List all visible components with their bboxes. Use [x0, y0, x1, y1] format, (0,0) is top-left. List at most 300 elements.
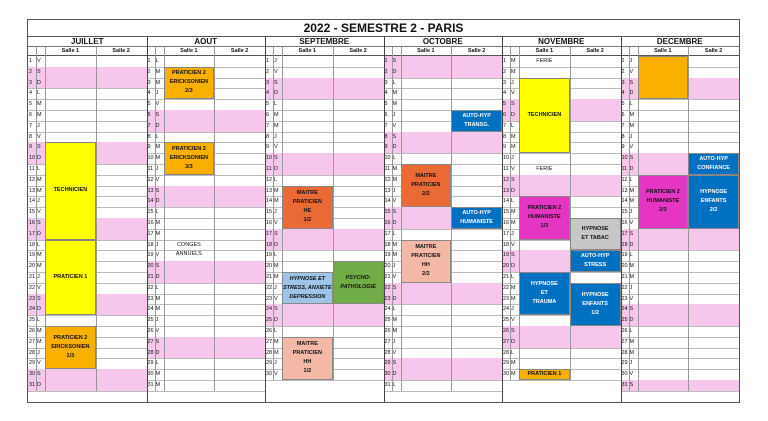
session-label: PRATICIEN 2 [645, 189, 680, 196]
day-letter: V [392, 349, 397, 356]
column-divider [96, 47, 97, 391]
session-block[interactable] [570, 218, 621, 250]
day-letter: M [511, 360, 516, 367]
day-letter: L [392, 155, 396, 162]
day-number: 15 [621, 209, 628, 216]
day-number: 9 [266, 144, 270, 151]
day-number: 6 [266, 112, 270, 118]
day-letter: D [511, 338, 515, 345]
day-letter: J [392, 187, 396, 194]
day-letter: J [511, 306, 514, 313]
day-number: 21 [384, 274, 391, 280]
session-label: MAITRE [415, 173, 437, 180]
day-letter: L [511, 198, 515, 205]
session-label: 1/2 [591, 309, 599, 316]
day-number: 22 [29, 284, 36, 291]
session-label: ET TABAC [581, 235, 609, 242]
session-label: HH [303, 359, 312, 366]
session-block[interactable] [451, 207, 502, 229]
day-number: 2 [384, 68, 388, 75]
day-letter: M [37, 112, 42, 118]
day-letter: D [37, 306, 41, 313]
day-letter: V [37, 209, 41, 216]
day-number: 16 [29, 220, 36, 226]
session-label: PRATICIEN 1 [527, 371, 562, 378]
session-label: ET [540, 290, 548, 297]
month-header-aout: AOUT [147, 37, 266, 47]
day-number: 5 [621, 101, 625, 108]
day-letter: V [37, 133, 41, 140]
day-number: 3 [621, 79, 625, 86]
day-letter: D [274, 166, 278, 172]
room-header: Salle 1 [638, 47, 689, 56]
day-number: 22 [503, 284, 510, 291]
day-number: 17 [621, 230, 628, 237]
day-number: 19 [29, 252, 36, 259]
day-number: 8 [147, 133, 151, 140]
day-letter: M [511, 220, 516, 226]
room-header: Salle 1 [401, 47, 452, 56]
day-number: 12 [29, 176, 36, 183]
day-number: 19 [147, 252, 154, 259]
session-block[interactable] [401, 240, 452, 283]
column-divider [155, 47, 156, 391]
day-letter: S [511, 101, 515, 108]
day-number: 16 [384, 220, 391, 226]
column-divider [36, 47, 37, 391]
day-letter: M [274, 349, 279, 356]
day-letter: S [511, 176, 515, 183]
day-letter: M [155, 68, 161, 75]
day-number: 10 [147, 155, 154, 162]
day-letter: D [155, 349, 160, 356]
day-number: 15 [29, 209, 36, 216]
day-number: 18 [147, 241, 154, 248]
day-letter: J [155, 317, 159, 324]
month-header-novembre: NOVEMBRE [502, 37, 621, 47]
day-letter: S [629, 382, 634, 388]
day-letter: L [392, 230, 396, 237]
day-number: 4 [503, 90, 507, 97]
day-number: 7 [503, 122, 507, 129]
day-letter: M [392, 317, 398, 324]
month-divider [147, 37, 148, 402]
day-letter: M [274, 198, 279, 205]
day-number: 14 [384, 198, 391, 205]
day-letter: D [392, 295, 397, 302]
day-number: 25 [384, 317, 391, 324]
session-block[interactable] [45, 326, 96, 369]
day-letter: M [392, 90, 398, 97]
session-block[interactable] [638, 56, 689, 99]
day-number: 5 [147, 101, 151, 108]
day-number: 18 [384, 241, 391, 248]
day-number: 14 [147, 198, 154, 205]
session-label: ENFANTS [582, 300, 608, 307]
day-number: 17 [266, 230, 273, 237]
session-block[interactable] [451, 110, 502, 132]
day-number: 3 [266, 79, 270, 86]
session-label: HYPNOSE ET [289, 275, 326, 282]
day-number: 16 [621, 220, 628, 226]
session-block[interactable] [688, 153, 739, 175]
day-number: 20 [384, 263, 391, 270]
session-block[interactable] [688, 175, 739, 229]
session-label: ENFANTS [700, 198, 727, 205]
session-label: HYPNOSE [700, 189, 728, 196]
day-number: 25 [266, 317, 273, 324]
day-number: 18 [621, 241, 628, 248]
day-number: 20 [29, 263, 36, 270]
day-letter: D [392, 144, 397, 151]
day-letter: M [629, 349, 635, 356]
day-letter: J [274, 284, 277, 291]
day-number: 27 [384, 338, 391, 345]
day-letter: D [392, 68, 397, 75]
day-letter: V [392, 122, 397, 129]
column-divider [510, 47, 511, 380]
column-divider [333, 47, 334, 380]
day-letter: V [629, 220, 634, 226]
session-block[interactable] [519, 369, 570, 380]
day-number: 23 [384, 295, 391, 302]
day-number: 28 [503, 349, 510, 356]
session-label: TECHNICIEN [53, 187, 88, 194]
session-label: 1/3 [540, 223, 549, 230]
day-letter: J [155, 166, 159, 172]
day-number: 26 [621, 328, 628, 334]
day-letter: M [37, 252, 42, 259]
day-letter: V [274, 371, 278, 378]
session-block[interactable] [570, 250, 621, 272]
day-number: 18 [503, 241, 510, 248]
session-block[interactable] [282, 337, 333, 380]
session-block[interactable] [570, 283, 621, 326]
day-number: 23 [503, 295, 510, 302]
day-number: 25 [29, 317, 36, 324]
day-number: 17 [503, 230, 510, 237]
day-number: 17 [147, 230, 154, 237]
room-header: Salle 1 [282, 47, 333, 56]
day-letter: D [155, 122, 160, 129]
day-number: 15 [266, 209, 273, 216]
day-number: 11 [147, 166, 154, 172]
day-letter: V [629, 68, 634, 75]
day-letter: V [511, 90, 515, 97]
day-number: 22 [147, 284, 154, 291]
day-letter: D [37, 155, 41, 162]
day-letter: M [392, 166, 398, 172]
day-letter: D [155, 198, 160, 205]
day-number: 11 [384, 166, 391, 172]
day-letter: M [511, 295, 516, 302]
day-letter: M [274, 338, 279, 345]
day-number: 30 [503, 371, 510, 378]
day-number: 19 [384, 252, 391, 259]
day-number: 5 [503, 101, 507, 108]
session-label: PRATICIEN 1 [53, 273, 88, 280]
session-block[interactable] [401, 164, 452, 207]
session-block[interactable] [519, 164, 570, 175]
day-letter: M [511, 68, 516, 75]
day-letter: M [274, 112, 279, 118]
day-number: 2 [621, 68, 625, 75]
day-letter: J [274, 133, 277, 140]
day-number: 30 [147, 371, 154, 378]
day-letter: M [155, 79, 161, 86]
session-label: HE [303, 208, 312, 215]
session-block[interactable] [333, 261, 384, 304]
day-letter: M [511, 144, 516, 151]
day-number: 30 [621, 371, 628, 378]
day-letter: M [511, 209, 516, 216]
day-number: 24 [266, 306, 273, 313]
day-number: 24 [147, 306, 154, 313]
day-letter: M [629, 187, 635, 194]
day-letter: S [37, 220, 41, 226]
day-letter: J [37, 122, 40, 129]
day-number: 29 [384, 360, 391, 367]
room-header: Salle 2 [333, 47, 384, 56]
day-number: 21 [503, 274, 510, 280]
day-letter: M [274, 263, 279, 270]
day-letter: D [511, 263, 515, 270]
day-number: 20 [266, 263, 273, 270]
day-number: 2 [29, 68, 33, 75]
day-number: 27 [621, 338, 628, 345]
session-label: PRATICIEN 2 [527, 205, 562, 212]
session-block[interactable] [45, 142, 96, 239]
session-label: PRATICIEN 2 [171, 70, 206, 77]
day-number: 27 [147, 338, 154, 345]
session-label: 1/2 [303, 368, 312, 375]
day-number: 2 [147, 68, 151, 75]
day-number: 30 [266, 371, 273, 378]
session-label: STRESS, ANXIETE [283, 284, 332, 291]
day-letter: M [629, 274, 635, 280]
session-block[interactable] [164, 240, 215, 262]
day-letter: M [511, 58, 516, 64]
day-letter: S [155, 263, 160, 270]
session-block[interactable] [519, 196, 570, 239]
day-number: 8 [621, 133, 625, 140]
day-letter: M [37, 176, 42, 183]
day-number: 6 [621, 112, 625, 118]
day-number: 9 [29, 144, 33, 151]
session-label: AUTO-HYP [462, 209, 491, 216]
session-label: MAITRE [296, 190, 318, 197]
day-letter: V [629, 295, 634, 302]
day-letter: M [511, 284, 516, 291]
day-letter: M [37, 328, 42, 334]
day-number: 25 [621, 317, 628, 324]
day-number: 12 [621, 176, 628, 183]
day-number: 1 [503, 58, 507, 64]
day-letter: L [37, 90, 41, 97]
day-number: 21 [621, 274, 628, 280]
room-header: Salle 2 [96, 47, 147, 56]
day-letter: L [155, 209, 159, 216]
day-number: 26 [147, 328, 154, 334]
day-letter: J [629, 133, 633, 140]
day-letter: M [511, 133, 516, 140]
day-number: 19 [621, 252, 628, 259]
day-number: 23 [621, 295, 628, 302]
session-label: 2/3 [185, 88, 193, 95]
day-number: 23 [29, 295, 36, 302]
session-block[interactable] [164, 67, 215, 99]
day-number: 16 [503, 220, 510, 226]
session-block[interactable] [282, 272, 333, 304]
day-number: 17 [29, 230, 36, 237]
day-letter: D [629, 241, 634, 248]
day-number: 12 [266, 176, 273, 183]
day-number: 8 [503, 133, 507, 140]
day-number: 23 [147, 295, 154, 302]
session-block[interactable] [519, 272, 570, 315]
day-letter: D [37, 79, 41, 86]
day-number: 31 [147, 382, 154, 388]
day-number: 3 [384, 79, 388, 86]
day-letter: M [155, 295, 161, 302]
month-header-septembre: SEPTEMBRE [265, 37, 384, 47]
day-letter: V [274, 144, 278, 151]
column-divider [570, 47, 571, 380]
day-number: 27 [29, 338, 36, 345]
session-label: TRAUMA [532, 299, 557, 306]
day-letter: D [37, 230, 41, 237]
session-label: AUTO-HYP [462, 112, 491, 119]
day-number: 1 [266, 58, 270, 64]
day-number: 4 [384, 90, 388, 97]
day-letter: M [155, 306, 161, 313]
session-label: HYPNOSE [581, 291, 609, 298]
day-letter: V [37, 58, 41, 64]
day-number: 13 [147, 187, 154, 194]
day-number: 14 [503, 198, 510, 205]
session-label: PSYCHO- [345, 274, 371, 281]
day-letter: M [629, 112, 635, 118]
day-number: 10 [621, 155, 628, 162]
day-letter: M [511, 371, 516, 378]
day-number: 4 [266, 90, 270, 97]
day-number: 8 [384, 133, 388, 140]
session-block[interactable] [45, 240, 96, 316]
day-letter: S [392, 58, 397, 64]
day-number: 1 [147, 58, 151, 64]
day-letter: D [629, 317, 634, 324]
day-number: 6 [147, 112, 151, 118]
day-number: 16 [266, 220, 273, 226]
day-letter: D [155, 274, 160, 280]
session-label: PRATICIEN 2 [171, 146, 206, 153]
session-label: TECHNICIEN [527, 111, 562, 118]
day-letter: V [511, 241, 515, 248]
session-label: CONFIANCE [697, 164, 730, 171]
day-number: 8 [29, 133, 33, 140]
day-letter: V [392, 198, 397, 205]
day-letter: V [274, 68, 278, 75]
day-number: 13 [266, 187, 273, 194]
day-number: 22 [621, 284, 628, 291]
session-label: HYPNOSE [581, 226, 609, 233]
session-label: 1/2 [303, 217, 312, 224]
room-header: Salle 2 [570, 47, 621, 56]
day-letter: S [392, 360, 397, 367]
day-letter: S [629, 79, 634, 86]
day-number: 25 [147, 317, 154, 324]
column-divider [392, 47, 393, 391]
row-divider [502, 380, 621, 381]
column-divider [401, 47, 402, 391]
day-letter: S [37, 144, 41, 151]
day-letter: L [37, 166, 41, 172]
day-number: 5 [266, 101, 270, 108]
day-letter: J [511, 79, 514, 86]
day-number: 21 [266, 274, 273, 280]
day-number: 20 [147, 263, 154, 270]
day-number: 3 [147, 79, 151, 86]
month-header-juillet: JUILLET [28, 37, 147, 47]
session-label: 3/3 [185, 164, 193, 171]
day-letter: D [274, 241, 278, 248]
session-label: 2/2 [709, 207, 718, 214]
session-label: FERIE [536, 57, 553, 64]
day-letter: J [37, 349, 40, 356]
day-letter: S [37, 371, 41, 378]
day-number: 17 [384, 230, 391, 237]
session-block[interactable] [519, 78, 570, 154]
day-letter: L [274, 101, 278, 108]
session-label: HH [421, 262, 430, 269]
day-number: 29 [621, 360, 628, 367]
day-letter: J [274, 58, 277, 64]
day-letter: M [37, 101, 42, 108]
day-letter: L [511, 349, 515, 356]
semester-calendar [27, 19, 740, 403]
room-header: Salle 1 [45, 47, 96, 56]
day-letter: L [274, 328, 278, 334]
session-label: 1/3 [66, 353, 75, 360]
session-block[interactable] [638, 175, 689, 229]
day-number: 11 [621, 166, 628, 172]
day-letter: M [155, 220, 161, 226]
day-number: 27 [266, 338, 273, 345]
month-header-octobre: OCTOBRE [384, 37, 503, 47]
day-number: 3 [29, 79, 33, 86]
session-block[interactable] [282, 186, 333, 229]
session-block[interactable] [164, 142, 215, 174]
day-letter: V [155, 101, 160, 108]
day-number: 2 [266, 68, 270, 75]
day-letter: M [629, 122, 635, 129]
day-number: 28 [266, 349, 273, 356]
session-label: AUTO-HYP [699, 155, 728, 162]
day-number: 24 [29, 306, 36, 313]
day-letter: L [37, 317, 41, 324]
day-number: 9 [621, 144, 625, 151]
day-number: 6 [384, 112, 388, 118]
day-letter: S [155, 338, 160, 345]
day-number: 11 [29, 166, 35, 172]
day-number: 8 [266, 133, 270, 140]
day-letter: S [629, 306, 634, 313]
day-number: 10 [29, 155, 36, 162]
day-number: 22 [384, 284, 391, 291]
day-letter: V [155, 328, 160, 334]
day-number: 28 [384, 349, 391, 356]
session-block[interactable] [519, 56, 570, 67]
